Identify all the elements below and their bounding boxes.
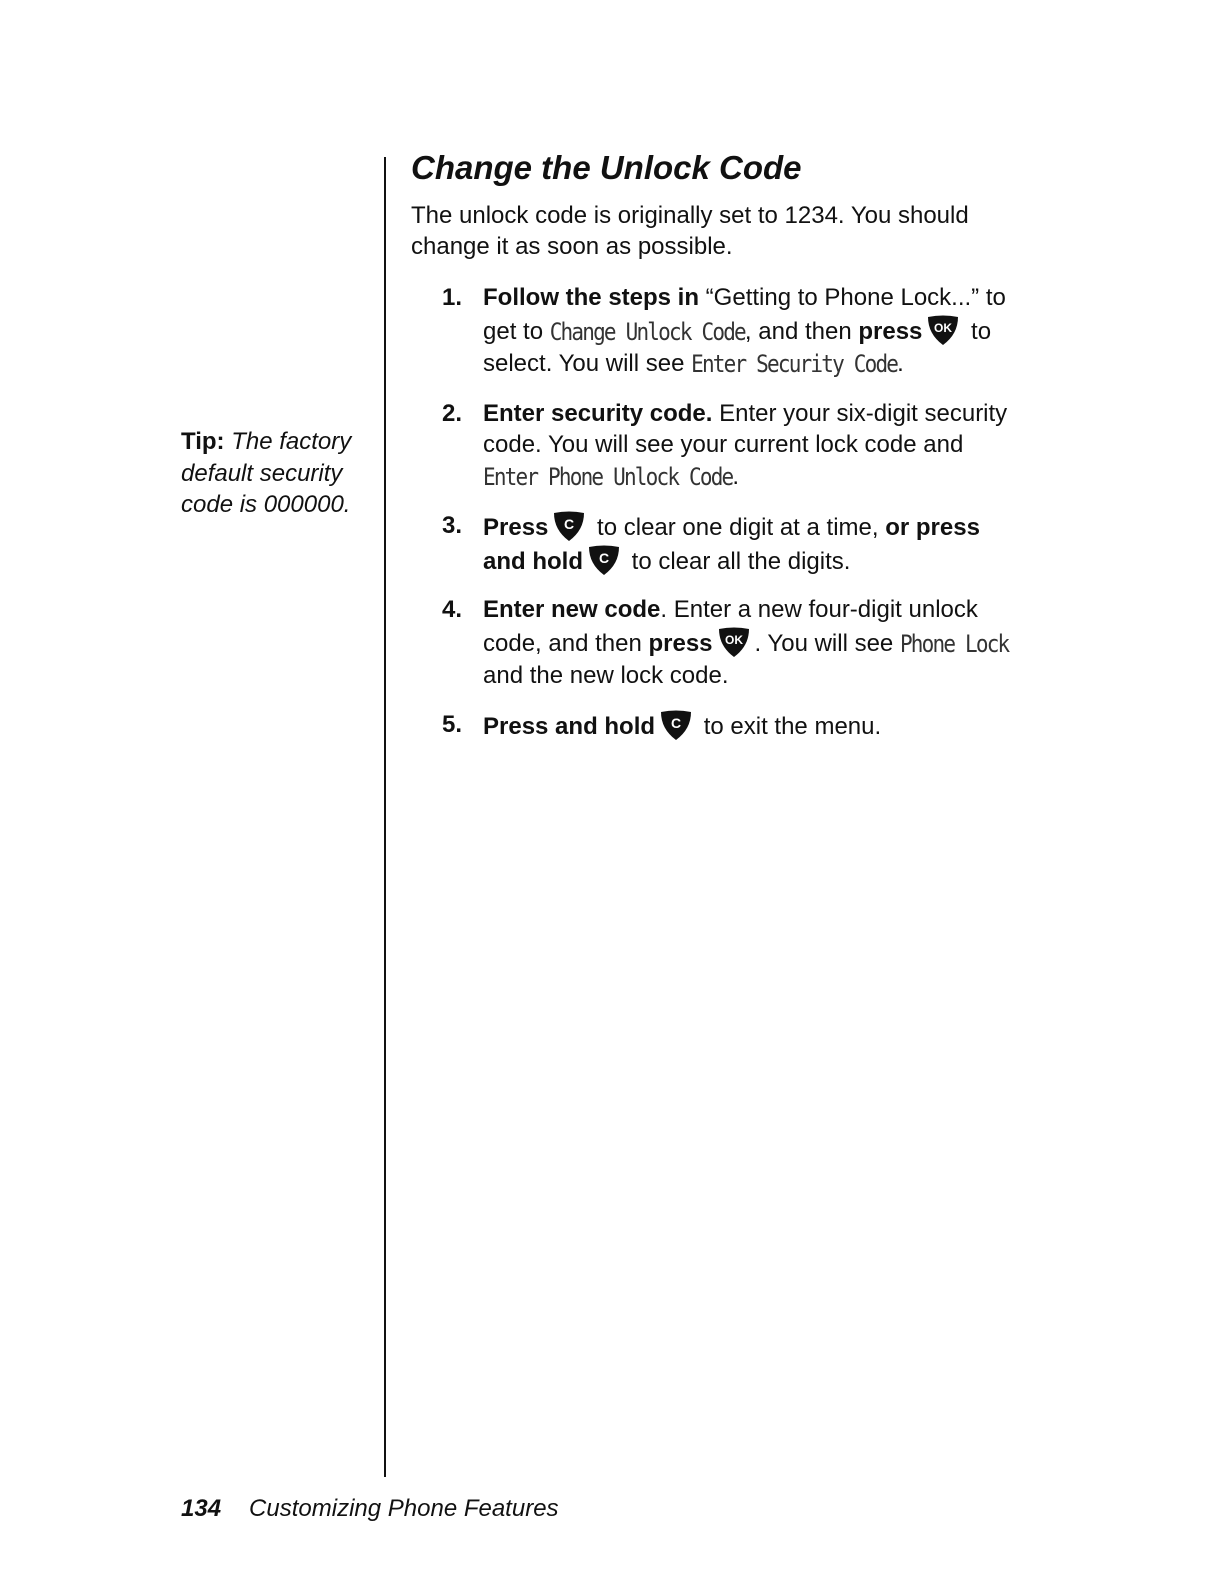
step-text: .: [897, 350, 904, 377]
step-bold: or press and hold: [483, 514, 980, 575]
step-bold: Follow the steps in: [483, 284, 700, 311]
display-text: Change Unlock Code: [549, 317, 745, 346]
chapter-title: Customizing Phone Features: [249, 1495, 559, 1522]
step-text: to clear all the digits.: [624, 547, 851, 575]
clear-key-icon: [552, 510, 586, 542]
step-bold: Enter security code.: [483, 399, 713, 427]
display-text: Enter Phone Unlock Code: [483, 462, 733, 491]
step-2: [411, 398, 1011, 494]
main-content: [411, 146, 1011, 759]
tip-text: The factory default security code is 000000.: [181, 428, 352, 518]
step-text: . You will see: [754, 629, 900, 657]
steps-list: [411, 282, 1011, 742]
step-text: Enter your six-digit security code. You will see your current lock code and: [483, 399, 1008, 458]
step-text: . Enter a new four-digit unlock code, and then: [483, 596, 978, 657]
step-text: , and then: [744, 317, 859, 345]
step-1: [411, 282, 1011, 381]
display-text: Enter Security Code: [691, 350, 898, 378]
step-text: “Getting to Phone Lock...” to get to: [483, 284, 1006, 345]
step-bold: press: [858, 317, 923, 345]
ok-key-icon: [926, 314, 960, 346]
svg-text:C: C: [670, 714, 682, 731]
step-text: .: [732, 462, 740, 490]
section-title: Change the Unlock Code: [411, 149, 802, 186]
step-text: and the new lock code.: [483, 662, 729, 689]
clear-key-icon: [659, 709, 693, 741]
ok-key-icon: [717, 626, 751, 658]
svg-text:C: C: [598, 549, 610, 566]
page-footer: [181, 1495, 559, 1523]
step-text: to exit the menu.: [697, 712, 882, 740]
step-number: 5.: [442, 710, 463, 738]
step-number: 2.: [442, 399, 463, 427]
step-bold: Press and hold: [483, 712, 656, 740]
page-number: 134: [181, 1495, 222, 1522]
svg-text:C: C: [564, 516, 575, 532]
tip-note: [181, 426, 371, 521]
step-3: [411, 510, 1011, 577]
intro-paragraph: The unlock code is originally set to 1234. You should change it as soon as possible.: [411, 202, 969, 260]
step-number: 4.: [442, 596, 463, 623]
step-bold: Enter new code: [483, 596, 661, 623]
step-bold: Press: [483, 514, 549, 541]
step-bold: press: [648, 629, 713, 657]
step-text: to select. You will see: [483, 317, 992, 377]
display-text: Phone Lock: [899, 629, 1009, 658]
tip-label: Tip:: [181, 428, 225, 455]
svg-text:OK: OK: [724, 632, 743, 647]
column-divider: [384, 157, 386, 1477]
step-number: 1.: [442, 284, 463, 311]
step-number: 3.: [442, 512, 463, 539]
svg-text:OK: OK: [934, 320, 953, 335]
step-5: [411, 709, 1011, 743]
clear-key-icon: [587, 544, 621, 576]
step-4: [411, 594, 1011, 692]
step-text: to clear one digit at a time,: [590, 514, 886, 541]
